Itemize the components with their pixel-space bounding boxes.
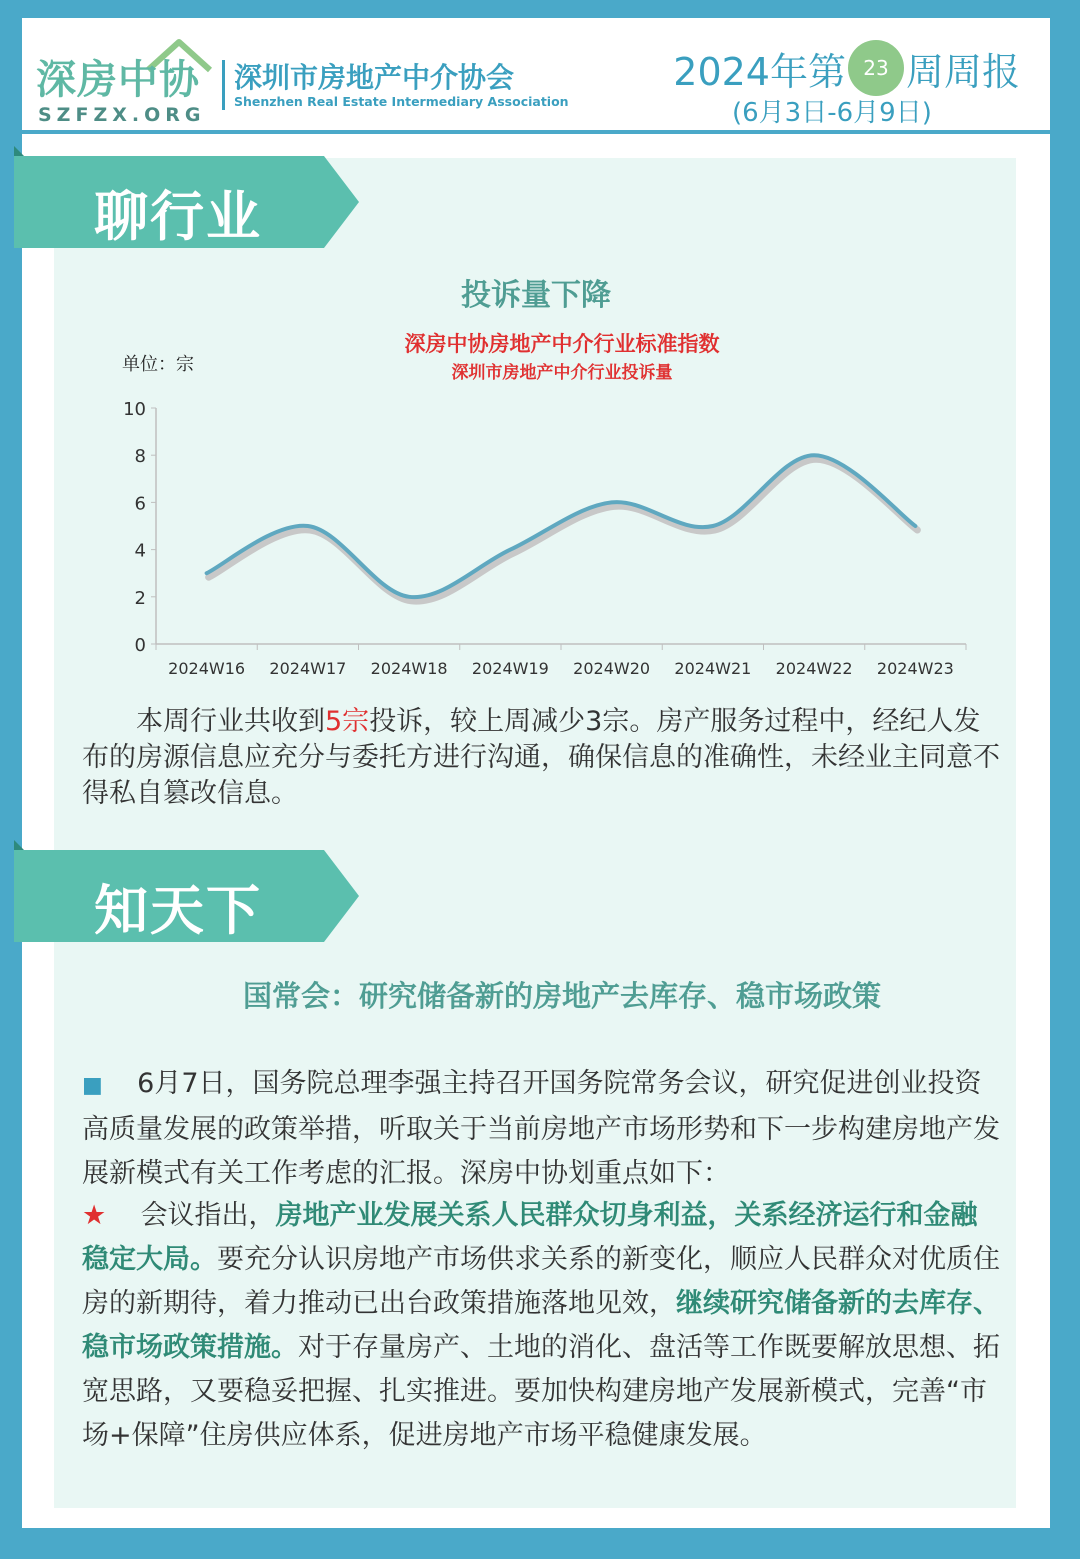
y-tick-label: 8 (134, 446, 146, 468)
banner-title-world: 知天下 (94, 879, 262, 942)
y-tick-label: 10 (123, 399, 146, 420)
p2-bold2: 继续研究储备新的去库存、稳市场政策措施。 (82, 1288, 1000, 1363)
y-tick-label: 2 (134, 587, 146, 609)
data-point (915, 526, 916, 527)
header-divider (22, 130, 1050, 134)
x-tick-label: 2024W16 (168, 659, 246, 678)
logo-en: SZFZX.ORG (38, 104, 206, 126)
complaints-chart (102, 318, 982, 688)
bullet1-text: 6月7日，国务院总理李强主持召开国务院常务会议，研究促进创业投资高质量发展的政策举措，听取关于当前房地产市场形势和下一步构建房地产发展新模式有关工作考虑的汇报。深房中协划重点如下： (82, 1068, 1000, 1189)
data-point (409, 596, 410, 597)
logo-cn: 深房中协 (36, 57, 200, 103)
header (22, 18, 1050, 136)
data-point (307, 526, 308, 527)
paragraph-post: 投诉，较上周减少3宗。房产服务过程中，经纪人发布的房源信息应充分与委托方进行沟通，确保信息的准确性，未经业主同意不得私自篡改信息。 (82, 706, 1000, 809)
x-tick-label: 2024W22 (775, 659, 853, 678)
weekly-prefix: 2024年第 (673, 49, 846, 94)
date-range: (6月3日-6月9日) (732, 98, 932, 128)
p2-intro: 会议指出， (140, 1200, 276, 1231)
x-tick-label: 2024W18 (370, 659, 448, 678)
data-point (206, 573, 207, 574)
chart-title: 深房中协房地产中介行业标准指数 (404, 332, 720, 356)
x-tick-label: 2024W17 (269, 659, 347, 678)
section2-heading: 国常会：研究储备新的房地产去库存、稳市场政策 (242, 979, 881, 1013)
logo-divider (222, 60, 225, 110)
star-icon: ★ (82, 1200, 107, 1231)
week-number-badge: 23 (848, 40, 904, 96)
data-point (510, 549, 511, 550)
y-tick-label: 6 (134, 493, 146, 515)
complaint-count-highlight: 5宗 (325, 706, 370, 737)
square-bullet-icon: ■ (82, 1073, 103, 1098)
data-point (712, 526, 713, 527)
section-banner-industry (14, 146, 374, 248)
p2-bold1: 房地产业发展关系人民群众切身利益，关系经济运行和金融稳定大局。 (82, 1200, 978, 1275)
banner-title-industry: 聊行业 (94, 185, 262, 248)
x-tick-label: 2024W19 (471, 659, 549, 678)
p2-end: 对于存量房产、土地的消化、盘活等工作既要解放思想、拓宽思路，又要稳妥把握、扎实推进。要加快构建房地产发展新模式，完善“市场+保障”住房供应体系，促进房地产市场平稳健康发展。 (82, 1332, 1000, 1451)
y-axis-unit-label: 单位：宗 (122, 354, 194, 375)
x-tick-label: 2024W21 (674, 659, 752, 678)
section1-paragraph (82, 704, 1002, 812)
x-tick-label: 2024W20 (573, 659, 651, 678)
page (22, 18, 1050, 1528)
chart-subtitle: 深圳市房地产中介行业投诉量 (451, 363, 673, 383)
paragraph-pre: 本周行业共收到 (136, 706, 325, 737)
logo (36, 36, 226, 128)
series-line-shadow (209, 459, 918, 601)
section-banner-world (14, 840, 374, 942)
association-name-en: Shenzhen Real Estate Intermediary Association (234, 94, 569, 109)
data-point (814, 455, 815, 456)
section1-heading: 投诉量下降 (461, 278, 611, 313)
section2-star-paragraph (82, 1194, 1002, 1458)
y-tick-label: 0 (134, 635, 146, 656)
weekly-title (673, 40, 1020, 96)
p2-mid: 要充分认识房地产市场供求关系的新变化，顺应人民群众对优质住房的新期待，着力推动已出台政策措施落地见效， (82, 1244, 1000, 1319)
association-name-cn: 深圳市房地产中介协会 (234, 61, 515, 94)
weekly-suffix: 周周报 (905, 49, 1020, 94)
section2-bullet-paragraph (82, 1062, 1002, 1196)
x-tick-label: 2024W23 (876, 659, 954, 678)
data-point (611, 502, 612, 503)
y-tick-label: 4 (134, 540, 146, 562)
